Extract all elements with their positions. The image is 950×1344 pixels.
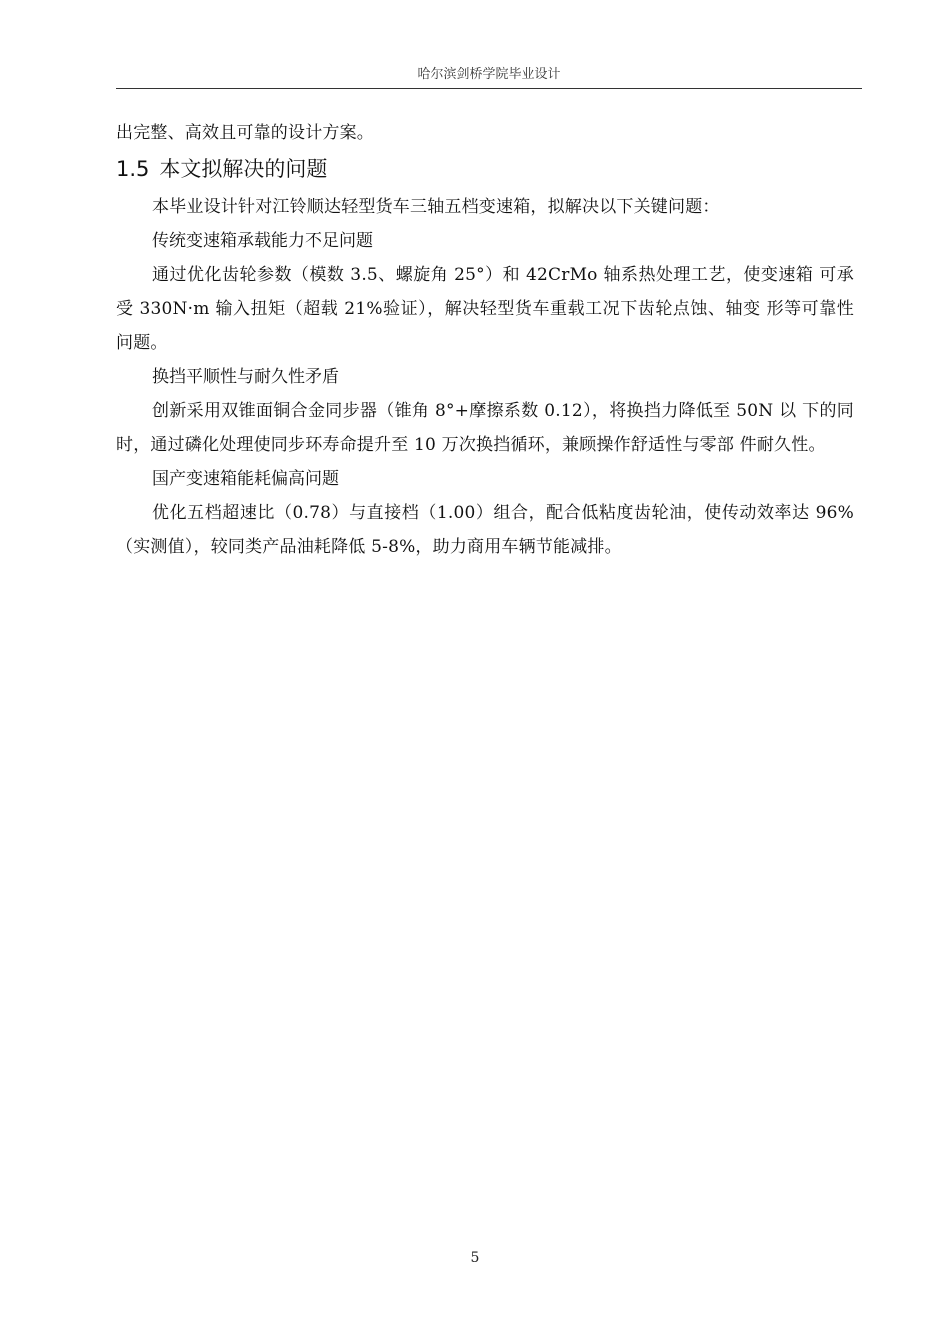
header-rule: [116, 88, 862, 89]
page-content: [116, 116, 854, 564]
section-title: 本文拟解决的问题: [159, 157, 328, 181]
lead-paragraph: 本毕业设计针对江铃顺达轻型货车三轴五档变速箱，拟解决以下关键问题：: [152, 197, 720, 217]
problem-2-title: 换挡平顺性与耐久性矛盾: [152, 367, 339, 387]
page-number: 5: [470, 1250, 480, 1266]
intro-tail-paragraph: 出完整、高效且可靠的设计方案。: [116, 123, 374, 143]
problem-1-title: 传统变速箱承载能力不足问题: [152, 231, 373, 251]
problem-3-text: 优化五档超速比（0.78）与直接档（1.00）组合，配合低粘度齿轮油，使传动效率达 96%（实测值），较同类产品油耗降低 5-8%，助力商用车辆节能减排。: [116, 503, 854, 557]
section-number: 1.5: [116, 157, 150, 181]
problem-1-text: 通过优化齿轮参数（模数 3.5、螺旋角 25°）和 42CrMo 轴系热处理工艺，使变速箱 可承受 330N·m 输入扭矩（超载 21%验证），解决轻型货车重载工况下齿轮点蚀、轴变 形等可靠性问题。: [116, 265, 854, 353]
problem-3-title: 国产变速箱能耗偏高问题: [152, 469, 339, 489]
section-heading: [116, 156, 854, 182]
page-header: 哈尔滨剑桥学院毕业设计: [417, 67, 561, 82]
problem-2-text: 创新采用双锥面铜合金同步器（锥角 8°+摩擦系数 0.12），将换挡力降低至 50N 以 下的同时，通过磷化处理使同步环寿命提升至 10 万次换挡循环，兼顾操作舒适性与零部 件耐久性。: [116, 401, 854, 455]
